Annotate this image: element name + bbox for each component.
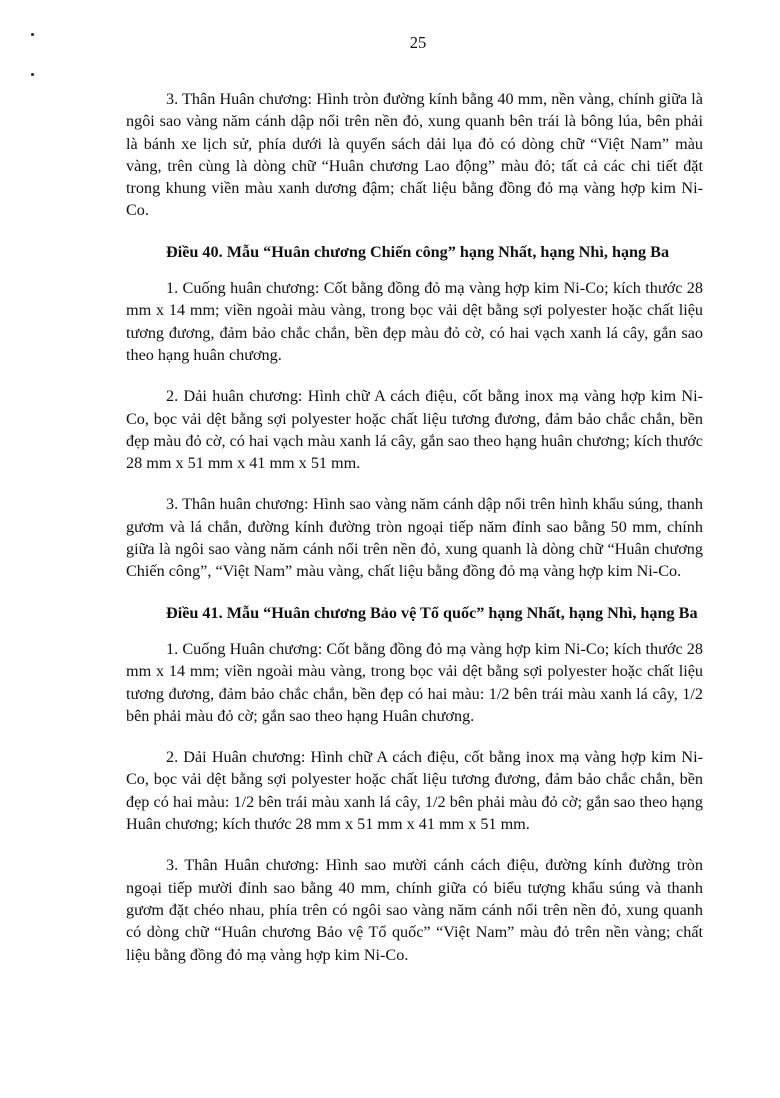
article-41-paragraph-2: 2. Dải Huân chương: Hình chữ A cách điệu, cốt bằng inox mạ vàng hợp kim Ni-Co, bọc vải dệt bằng sợi polyester hoặc chất liệu tương đương, đảm bảo chắc chắn, bền đẹp có hai màu: 1/2 bên trái màu xanh lá cây, 1/2 bên phải màu đỏ cờ; gắn sao theo hạng Huân chương; kích thước 28 mm x 51 mm x 41 mm x 51 mm. — [126, 748, 703, 834]
article-40-paragraph-3: 3. Thân huân chương: Hình sao vàng năm cánh dập nổi trên hình khẩu súng, thanh gươm và lá chắn, đường kính đường tròn ngoại tiếp năm đỉnh sao bằng 50 mm, chính giữa là ngôi sao vàng năm cánh nổi trên nền đỏ, xung quanh là dòng chữ “Huân chương Chiến công”, “Việt Nam” màu vàng, chất liệu bằng đồng đỏ mạ vàng hợp kim Ni-Co. — [126, 495, 703, 581]
article-41-paragraph-3: 3. Thân Huân chương: Hình sao mười cánh cách điệu, đường kính đường tròn ngoại tiếp mười đỉnh sao bằng 40 mm, chính giữa có biểu tượng khẩu súng và thanh gươm đặt chéo nhau, phía trên có ngôi sao vàng năm cánh nổi trên nền đỏ, xung quanh có dòng chữ “Huân chương Bảo vệ Tổ quốc” “Việt Nam” màu đỏ trên nền vàng; chất liệu bằng đồng đỏ mạ vàng hợp kim Ni-Co. — [126, 856, 703, 964]
article-41-heading: Điều 41. Mẫu “Huân chương Bảo vệ Tổ quốc” hạng Nhất, hạng Nhì, hạng Ba — [166, 603, 698, 622]
article-39-paragraph-3: 3. Thân Huân chương: Hình tròn đường kính bằng 40 mm, nền vàng, chính giữa là ngôi sao vàng năm cánh dập nổi trên nền đỏ, xung quanh bên trái là bông lúa, bên phải là bánh xe lịch sử, phía dưới là quyển sách dải lụa đỏ có dòng chữ “Việt Nam” màu vàng, trên cùng là dòng chữ “Huân chương Lao động” màu đỏ; tất cả các chi tiết đặt trong khung viền màu xanh dương đậm; chất liệu bằng đồng đỏ mạ vàng hợp kim Ni-Co. — [126, 90, 703, 220]
article-40-paragraph-1: 1. Cuống huân chương: Cốt bằng đồng đỏ mạ vàng hợp kim Ni-Co; kích thước 28 mm x 14 mm; viền ngoài màu vàng, trong bọc vải dệt bằng sợi polyester hoặc chất liệu tương đương, đảm bảo chắc chắn, bền đẹp màu đỏ cờ, có hai vạch xanh lá cây, gắn sao theo hạng huân chương. — [126, 279, 703, 364]
article-40-paragraph-2: 2. Dải huân chương: Hình chữ A cách điệu, cốt bằng inox mạ vàng hợp kim Ni-Co, bọc vải dệt bằng sợi polyester hoặc chất liệu tương đương, đảm bảo chắc chắn, bền đẹp màu đỏ cờ, có hai vạch màu xanh lá cây, gắn sao theo hạng huân chương; kích thước 28 mm x 51 mm x 41 mm x 51 mm. — [126, 387, 703, 473]
page-number: 25 — [409, 33, 427, 52]
article-40-heading: Điều 40. Mẫu “Huân chương Chiến công” hạng Nhất, hạng Nhì, hạng Ba — [166, 242, 670, 261]
scan-speck — [31, 73, 34, 76]
document-body — [126, 88, 703, 985]
article-41-paragraph-1: 1. Cuống Huân chương: Cốt bằng đồng đỏ mạ vàng hợp kim Ni-Co; kích thước 28 mm x 14 mm; viền ngoài màu vàng, trong bọc vải dệt bằng sợi polyester hoặc chất liệu tương đương, đảm bảo chắc chắn, bền đẹp có hai màu: 1/2 bên trái màu xanh lá cây, 1/2 bên phải màu đỏ cờ; gắn sao theo hạng Huân chương. — [126, 639, 703, 725]
